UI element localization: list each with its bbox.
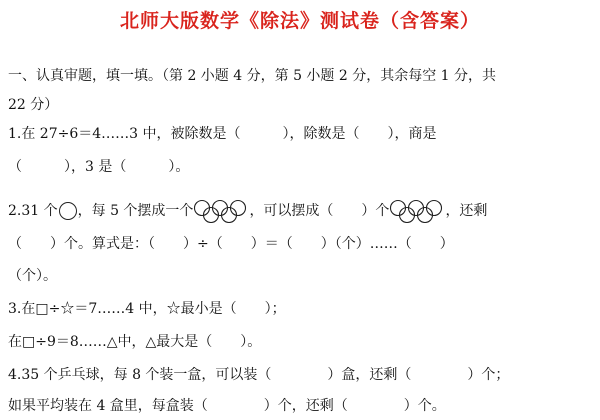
question-3-line2: 在□÷9＝8……△中，△最大是（ ）。 [8,334,262,350]
question-2-text-d: ，还剩 [445,203,488,219]
olympic-rings-icon [389,199,445,223]
question-2-line2: （ ）个。算式是：（ ）÷（ ）＝（ ）（个）……（ ） [8,236,454,252]
question-1-line1: 1.在 27÷6＝4……3 中，被除数是（ ），除数是（ ），商是 [8,126,437,142]
question-1-line2: （ ），3 是（ ）。 [8,159,190,175]
question-2-text-a: 2.31 个 [8,203,58,219]
question-2-text-b: ，每 5 个摆成一个 [77,203,194,219]
question-2-text-c: ，可以摆成（ ）个 [249,203,390,219]
section-heading-line1: 一、认真审题，填一填。（第 2 小题 4 分，第 5 小题 2 分，其余每空 1 分，共 [8,68,497,84]
question-2-line1 [8,198,487,224]
question-3-line1: 3.在□÷☆＝7……4 中，☆最小是（ ）； [8,301,286,317]
question-2-line3: （个）。 [8,268,57,284]
question-4-line2: 如果平均装在 4 盒里，每盒装（ ）个，还剩（ ）个。 [8,398,446,414]
question-4-line1: 4.35 个乒乓球，每 8 个装一盒，可以装（ ）盒，还剩（ ）个； [8,367,510,383]
olympic-rings-icon [193,199,249,223]
section-heading-line2: 22 分） [8,97,59,113]
circle-icon [59,202,77,220]
document-title: 北师大版数学《除法》测试卷（含答案） [119,10,480,32]
